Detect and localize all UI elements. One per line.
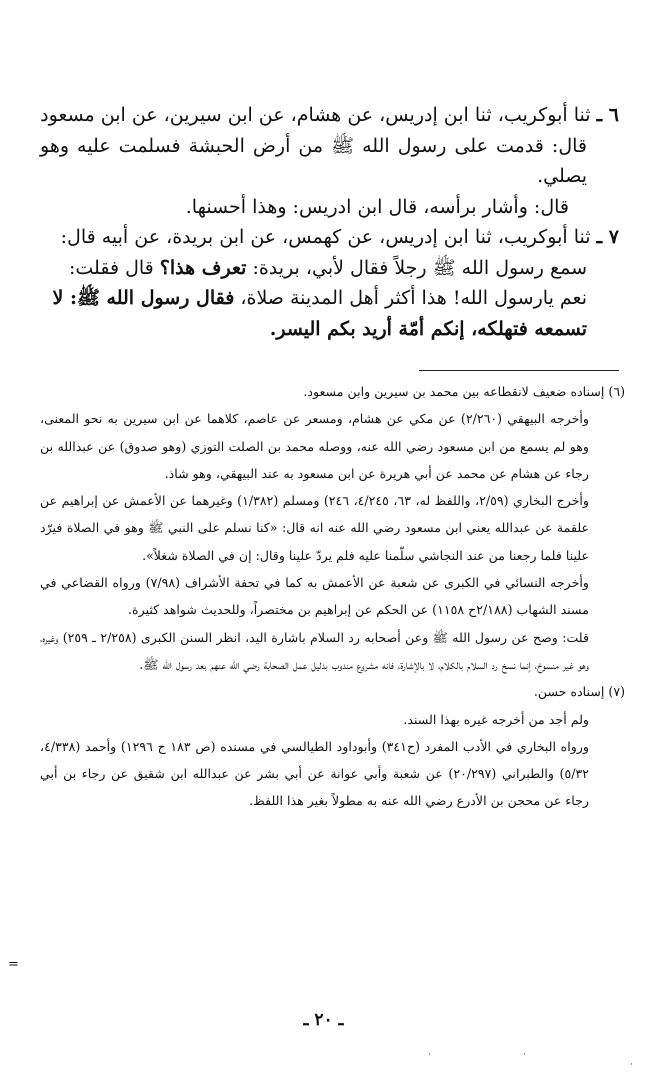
main-text <box>40 100 619 344</box>
hadith-6-line-1: ثنا أبوكريب، ثنا ابن إدريس، عن هشام، عن ابن سيرين، عن ابن مسعود <box>40 104 591 126</box>
footnote-6-head <box>40 378 625 405</box>
footnote-divider <box>419 370 619 371</box>
footnote-7-text-3: ورواه البخاري في الأدب المفرد (ح٣٤١) وأبوداود الطيالسي في مسنده (ص ١٨٣ ح ١٢٩٦) وأحمد (٤/٣٣٨، ٥/٣٢) والطبراني (٢٠/٢٩٧) عن شعبة وأبي عوانة عن أبي بشر عن عبدالله ابن شقيق عن رجاء بن أبي رجاء عن محجن بن الأدرع رضي الله عنه به مطولاً بغير هذا اللفظ. <box>40 738 590 809</box>
hadith-6-line-2: قال: قدمت على رسول الله ﷺ من أرض الحبشة فسلمت عليه وهو يصلي. <box>40 134 587 187</box>
hadith-number: ٦ ـ <box>596 104 619 126</box>
footnote-marker: (٧) <box>608 684 625 700</box>
continuation-mark: = <box>8 957 19 972</box>
footnote-6-text-4: وأخرجه النسائي في الكبرى عن شعبة عن الأعمش به كما في تحفة الأشراف (٧/٩٨) ورواه القضاعي في مسند الشهاب (٢/١٨٨ح ١١٥٨) عن الحكم عن إبراهيم بن مختصراً، وللحديث شواهد كثيرة. <box>40 575 589 618</box>
hadith-7-line-3 <box>40 283 619 314</box>
hadith-7-line-4: تسمعه فتهلكه، إنكم أمّة أريد بكم اليسر. <box>269 317 587 340</box>
footnote-marker: (٦) <box>608 384 625 399</box>
footnote-7-head <box>40 678 625 705</box>
hadith-6 <box>40 100 619 222</box>
footnote-7-text-2: ولم أجد من أخرجه غيره بهذا السند. <box>403 711 589 727</box>
hadith-number: ٧ ـ <box>596 226 619 248</box>
hadith-7-line-2-bold: تعرف هذا؟ <box>159 256 247 279</box>
hadith-7-line-2-text: سمع رسول الله ﷺ رجلاً فقال لأبي، بريدة: <box>252 256 587 279</box>
footnote-6-text-2: وأخرجه البيهقي (٢/٢٦٠) عن مكي عن هشام، ومسعر عن عاصم، كلاهما عن ابن سيرين به نحو المعنى، وهو لم يسمع من ابن مسعود رضي الله عنه، ووصله محمد بن الصلت التوزي (وهو صدوق) عن عبدالله بن رجاء عن هشام عن محمد عن أبي هريرة عن ابن مسعود به عند البيهقي، وهو شاذ. <box>40 411 589 481</box>
hadith-7-line-3-text: نعم يارسول الله! هذا أكثر أهل المدينة صلاة، <box>240 287 587 309</box>
footnote-6-text-3: وأخرج البخاري (٢/٥٩، واللفظ له، ٦٣، ٤/٢٤٥، ٢٤٦) ومسلم (١/٣٨٢) وغيرهما عن الأعمش عن إبراهيم عن علقمة عن عبدالله يعني ابن مسعود رضي الله عنه انه قال: «كنا نسلم على النبي ﷺ وهو في الصلاة فيرّد علينا فلما رجعنا من عند النجاشي سلّمنا عليه فلم يردّ علينا وقال: إن في الصلاة شغلاً». <box>40 493 590 563</box>
hadith-7-line-1: ثنا أبوكريب، ثنا ابن إدريس، عن كهمس، عن ابن بريدة، عن أبيه قال: <box>60 226 591 248</box>
hadith-7 <box>40 222 619 344</box>
footnotes <box>40 378 625 815</box>
page-number: ـ ٢٠ ـ <box>303 1010 344 1030</box>
footnote-6-text-5: قلت: وصح عن رسول الله ﷺ وعن أصحابه رد السلام باشارة اليد، انظر السنن الكبرى (٢/٢٥٨ ـ ٢٥٩) وغيره، وهو غير منسوخ، إنما نسخ رد السلام بالكلام، لا بالإشارة، فانه مشروع مندوب بدليل عمل الصحابة رضي الله عنهم بعد رسول الله ﷺ. <box>40 629 589 672</box>
hadith-7-line-3-bold: فقال رسول الله ﷺ: لا <box>52 287 235 309</box>
footnote-6-text-1: إسناده ضعيف لانقطاعه بين محمد بن سيرين وابن مسعود. <box>303 384 605 399</box>
scan-speck: · <box>428 1050 431 1060</box>
scan-speck: · <box>630 1060 633 1070</box>
scan-speck: · <box>523 1050 526 1060</box>
footnote-7-text-1: إسناده حسن. <box>533 684 605 700</box>
hadith-7-line-2 <box>40 253 619 284</box>
hadith-6-line-3: قال: وأشار برأسه، قال ابن ادريس: وهذا أحسنها. <box>185 195 569 218</box>
hadith-7-line-2-end: قال فقلت: <box>68 256 154 279</box>
